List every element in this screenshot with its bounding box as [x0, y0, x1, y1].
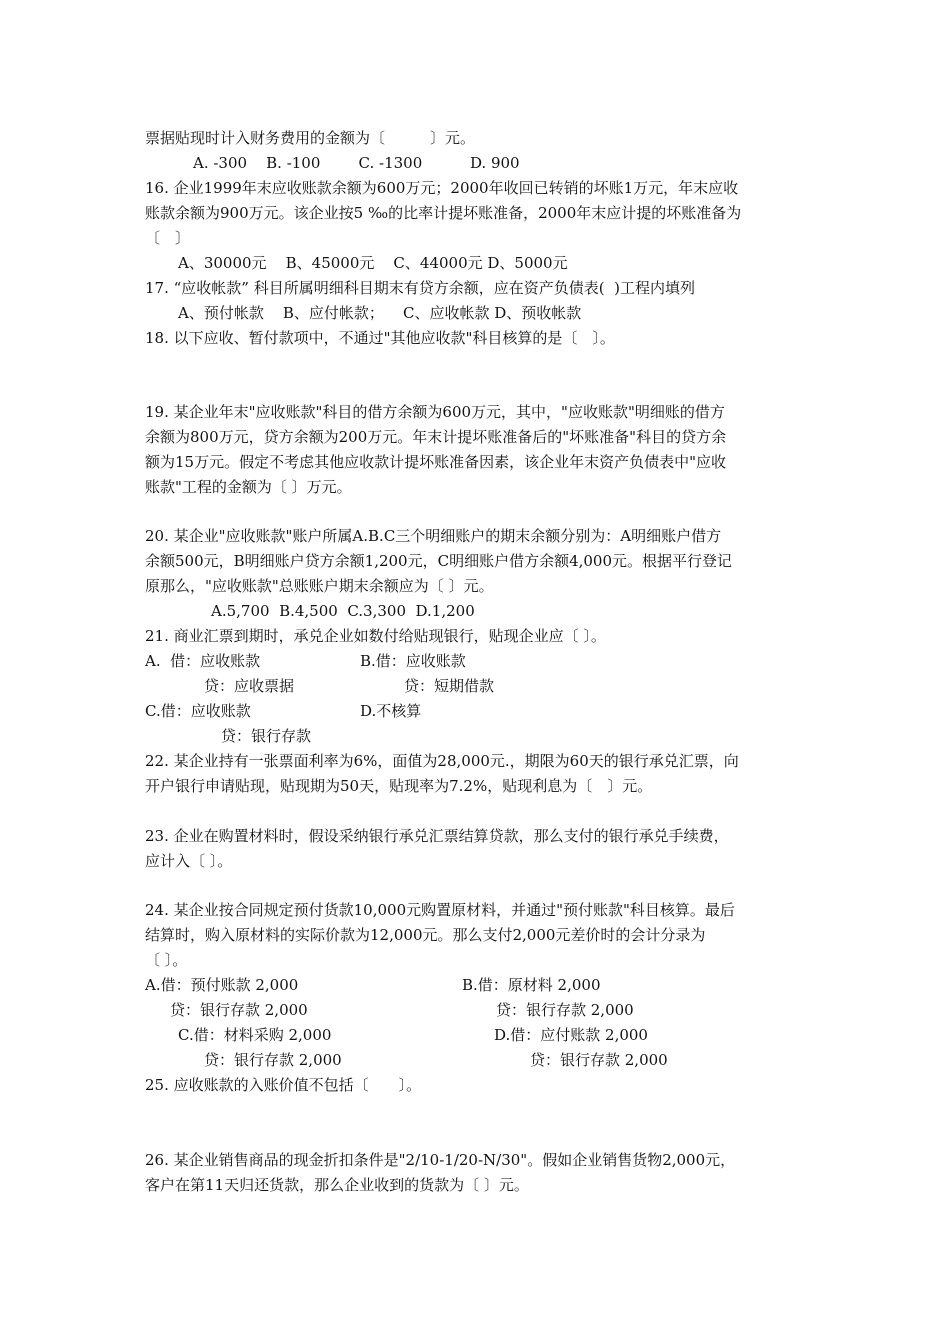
q22-line-1: 22. 某企业持有一张票面利率为6%，面值为28,000元.，期限为60天的银行承兑汇票，向 [145, 752, 739, 770]
q16-options: A、30000元 B、45000元 C、44000元 D、5000元 [178, 254, 568, 272]
q24-line-3: 〔 〕。 [145, 951, 188, 969]
q18-text-line: 18. 以下应收、暂付款项中，不通过"其他应收款"科目核算的是〔 〕。 [145, 329, 615, 347]
q15-text-line: 票据贴现时计入财务费用的金额为〔 〕元。 [145, 129, 476, 147]
q16-line-3: 〔 〕 [145, 229, 191, 247]
q24-option-c-credit: 贷：银行存款 2,000 [204, 1051, 342, 1069]
q20-line-3: 原那么，"应收账款"总账账户期末余额应为〔 〕元。 [145, 577, 494, 595]
q26-line-1: 26. 某企业销售商品的现金折扣条件是"2/10-1/20-N/30"。假如企业销售货物2,000元， [145, 1151, 736, 1169]
q16-line-2: 账款余额为900万元。该企业按5 ‰的比率计提坏账准备，2000年末应计提的坏账准备为 [145, 204, 742, 222]
q16-line-1: 16. 企业1999年末应收账款余额为600万元；2000年收回已转销的坏账1万元，年末应收 [145, 179, 739, 197]
q21-text-line: 21. 商业汇票到期时，承兑企业如数付给贴现银行，贴现企业应〔 〕。 [145, 627, 606, 645]
q23-line-2: 应计入〔 〕。 [145, 852, 233, 870]
q19-line-1: 19. 某企业年末"应收账款"科目的借方余额为600万元，其中，"应收账款"明细账的借方 [145, 403, 725, 421]
q21-option-a-credit: 贷：应收票据 [204, 677, 295, 695]
q19-line-4: 账款"工程的金额为〔 〕万元。 [145, 478, 352, 496]
q21-option-c-debit: C.借：应收账款 [145, 702, 251, 720]
q19-line-3: 额为15万元。假定不考虑其他应收款计提坏账准备因素，该企业年末资产负债表中"应收 [145, 453, 726, 471]
q26-line-2: 客户在第11天归还货款，那么企业收到的货款为〔 〕元。 [145, 1176, 529, 1194]
q24-option-d-credit: 贷：银行存款 2,000 [530, 1051, 668, 1069]
q25-text-line: 25. 应收账款的入账价值不包括〔 〕。 [145, 1076, 422, 1094]
q24-option-a-credit: 贷：银行存款 2,000 [170, 1001, 308, 1019]
q24-option-d-debit: D.借：应付账款 2,000 [494, 1026, 648, 1044]
q21-option-b-credit: 贷：短期借款 [404, 677, 495, 695]
q21-option-a-debit: A. 借：应收账款 [145, 652, 261, 670]
q20-line-2: 余额500元，B明细账户贷方余额1,200元，C明细账户借方余额4,000元。根据平行登记 [145, 552, 733, 570]
q22-line-2: 开户银行申请贴现，贴现期为50天，贴现率为7.2%，贴现利息为〔 〕元。 [145, 777, 653, 795]
q24-option-b-credit: 贷：银行存款 2,000 [496, 1001, 634, 1019]
q21-option-c-credit: 贷：银行存款 [221, 727, 312, 745]
q24-line-1: 24. 某企业按合同规定预付货款10,000元购置原材料，并通过"预付账款"科目核算。最后 [145, 901, 735, 919]
q24-line-2: 结算时，购入原材料的实际价款为12,000元。那么支付2,000元差价时的会计分录为 [145, 926, 706, 944]
q19-line-2: 余额为800万元，贷方余额为200万元。年末计提坏账准备后的"坏账准备"科目的贷方余 [145, 428, 727, 446]
q21-option-d: D.不核算 [360, 702, 422, 720]
q20-options: A.5,700 B.4,500 C.3,300 D.1,200 [211, 602, 475, 620]
q24-option-b-debit: B.借：原材料 2,000 [462, 976, 601, 994]
q24-option-a-debit: A.借：预付账款 2,000 [145, 976, 299, 994]
q20-line-1: 20. 某企业"应收账款"账户所属A.B.C三个明细账户的期末余额分别为：A明细账户借方 [145, 527, 722, 545]
q23-line-1: 23. 企业在购置材料时，假设采纳银行承兑汇票结算贷款，那么支付的银行承兑手续费， [145, 827, 729, 845]
q17-text-line: 17. “应收帐款” 科目所属明细科目期末有贷方余额，应在资产负债表( )工程内填列 [145, 279, 695, 297]
q15-options: A. -300 B. -100 C. -1300 D. 900 [193, 154, 520, 172]
q17-options: A、预付帐款 B、应付帐款； C、应收帐款 D、预收帐款 [178, 304, 582, 322]
q21-option-b-debit: B.借：应收账款 [360, 652, 466, 670]
q24-option-c-debit: C.借：材料采购 2,000 [178, 1026, 332, 1044]
